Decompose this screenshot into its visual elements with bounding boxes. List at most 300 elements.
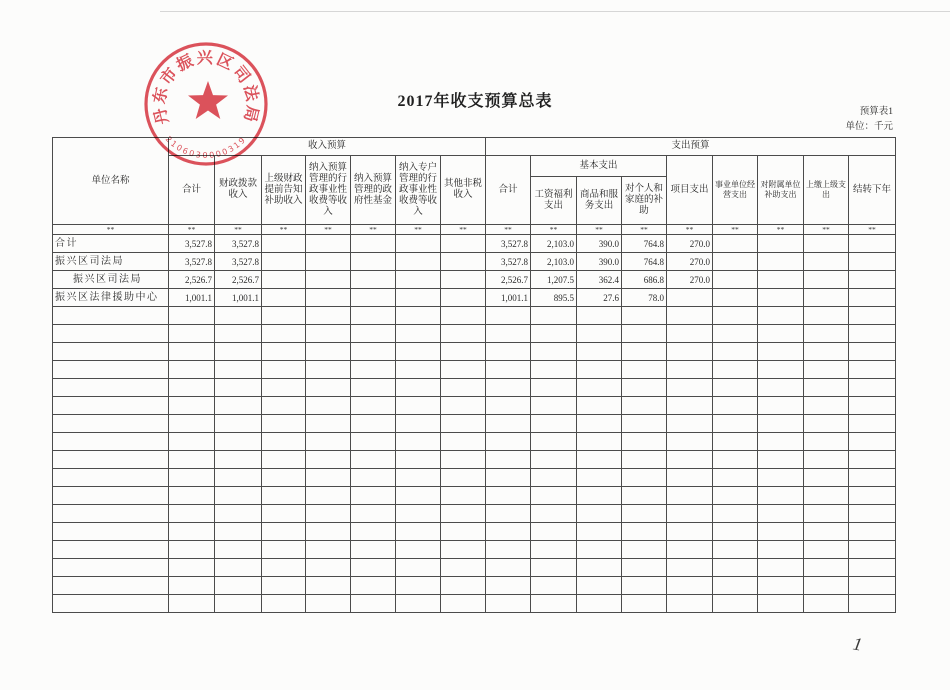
empty-cell	[758, 397, 804, 415]
empty-cell	[531, 415, 577, 433]
empty-cell	[486, 541, 531, 559]
cell-budget-admin-fees	[306, 271, 351, 289]
empty-cell	[758, 487, 804, 505]
blank-row	[53, 541, 896, 559]
empty-cell	[486, 469, 531, 487]
cell-government-funds	[351, 235, 396, 253]
empty-cell	[849, 451, 896, 469]
empty-cell	[667, 469, 713, 487]
empty-cell	[215, 397, 262, 415]
empty-cell	[396, 487, 441, 505]
blank-row	[53, 343, 896, 361]
empty-cell	[531, 379, 577, 397]
empty-cell	[53, 487, 169, 505]
empty-cell	[215, 433, 262, 451]
cell-other-nontax	[441, 253, 486, 271]
empty-cell	[396, 559, 441, 577]
empty-cell	[486, 559, 531, 577]
empty-cell	[215, 379, 262, 397]
empty-cell	[758, 451, 804, 469]
empty-cell	[531, 325, 577, 343]
empty-cell	[667, 397, 713, 415]
cell-goods-services: 27.6	[577, 289, 622, 307]
cell-income-total: 1,001.1	[169, 289, 215, 307]
header-operating-expense: 事业单位经营支出	[713, 156, 758, 225]
blank-row	[53, 307, 896, 325]
marker-cell: **	[53, 225, 169, 235]
cell-carry-forward	[849, 235, 896, 253]
empty-cell	[713, 541, 758, 559]
empty-cell	[262, 595, 306, 613]
empty-cell	[396, 415, 441, 433]
empty-cell	[758, 595, 804, 613]
empty-cell	[396, 343, 441, 361]
empty-cell	[713, 397, 758, 415]
empty-cell	[169, 397, 215, 415]
table-row	[53, 289, 896, 307]
cell-government-funds	[351, 271, 396, 289]
empty-cell	[215, 505, 262, 523]
empty-cell	[531, 433, 577, 451]
empty-cell	[169, 559, 215, 577]
page-title: 2017年收支预算总表	[397, 93, 553, 110]
empty-cell	[849, 469, 896, 487]
empty-cell	[351, 451, 396, 469]
header-remit-superior: 上缴上级支出	[804, 156, 849, 225]
empty-cell	[667, 343, 713, 361]
empty-cell	[215, 307, 262, 325]
cell-fiscal-appropriation: 3,527.8	[215, 253, 262, 271]
empty-cell	[804, 505, 849, 523]
cell-remit-superior	[804, 271, 849, 289]
unit-name-cell: 振兴区司法局	[53, 271, 169, 289]
empty-cell	[486, 595, 531, 613]
empty-cell	[577, 451, 622, 469]
empty-cell	[531, 595, 577, 613]
empty-cell	[441, 523, 486, 541]
empty-cell	[804, 595, 849, 613]
empty-cell	[577, 523, 622, 541]
empty-cell	[849, 379, 896, 397]
empty-cell	[622, 523, 667, 541]
blank-row	[53, 379, 896, 397]
empty-cell	[486, 343, 531, 361]
blank-row	[53, 595, 896, 613]
empty-cell	[531, 451, 577, 469]
empty-cell	[804, 325, 849, 343]
empty-cell	[486, 433, 531, 451]
empty-cell	[758, 523, 804, 541]
marker-cell: **	[486, 225, 531, 235]
empty-cell	[215, 361, 262, 379]
empty-cell	[306, 361, 351, 379]
empty-cell	[53, 397, 169, 415]
cell-remit-superior	[804, 235, 849, 253]
empty-cell	[169, 577, 215, 595]
empty-cell	[169, 505, 215, 523]
empty-cell	[577, 433, 622, 451]
empty-cell	[577, 541, 622, 559]
empty-cell	[306, 415, 351, 433]
empty-cell	[713, 379, 758, 397]
empty-cell	[849, 307, 896, 325]
empty-cell	[351, 487, 396, 505]
empty-cell	[758, 577, 804, 595]
empty-cell	[622, 307, 667, 325]
header-goods-services: 商品和服务支出	[577, 177, 622, 225]
empty-cell	[667, 433, 713, 451]
empty-cell	[849, 433, 896, 451]
empty-cell	[713, 487, 758, 505]
empty-cell	[441, 415, 486, 433]
empty-cell	[804, 451, 849, 469]
empty-cell	[53, 325, 169, 343]
header-special-account-fees: 纳入专户管理的行政事业性收费等收入	[396, 156, 441, 225]
empty-cell	[441, 487, 486, 505]
empty-cell	[441, 541, 486, 559]
empty-cell	[306, 325, 351, 343]
table-body	[53, 225, 896, 613]
cell-individual-family-subsidy: 764.8	[622, 253, 667, 271]
empty-cell	[53, 469, 169, 487]
scan-edge-line	[160, 11, 950, 12]
empty-cell	[486, 451, 531, 469]
cell-special-account-fees	[396, 289, 441, 307]
empty-cell	[396, 397, 441, 415]
empty-cell	[531, 361, 577, 379]
marker-cell: **	[351, 225, 396, 235]
empty-cell	[713, 307, 758, 325]
empty-cell	[396, 523, 441, 541]
header-row-groups	[53, 138, 896, 156]
empty-cell	[804, 433, 849, 451]
empty-cell	[758, 415, 804, 433]
empty-cell	[215, 325, 262, 343]
empty-cell	[169, 361, 215, 379]
empty-cell	[53, 523, 169, 541]
empty-cell	[713, 415, 758, 433]
cell-subsidiary-subsidy	[758, 289, 804, 307]
empty-cell	[804, 397, 849, 415]
empty-cell	[713, 469, 758, 487]
marker-row	[53, 225, 896, 235]
empty-cell	[306, 343, 351, 361]
empty-cell	[804, 469, 849, 487]
empty-cell	[758, 541, 804, 559]
cell-subsidiary-subsidy	[758, 271, 804, 289]
empty-cell	[169, 469, 215, 487]
empty-cell	[758, 469, 804, 487]
cell-operating-expense	[713, 235, 758, 253]
cell-superior-advance-subsidy	[262, 235, 306, 253]
empty-cell	[577, 595, 622, 613]
header-budget-admin-fees: 纳入预算管理的行政事业性收费等收入	[306, 156, 351, 225]
empty-cell	[306, 379, 351, 397]
empty-cell	[849, 595, 896, 613]
empty-cell	[53, 433, 169, 451]
empty-cell	[169, 343, 215, 361]
marker-cell: **	[531, 225, 577, 235]
header-income-group: 收入预算	[169, 138, 486, 156]
empty-cell	[441, 469, 486, 487]
empty-cell	[531, 505, 577, 523]
unit-name-cell: 合计	[53, 235, 169, 253]
cell-goods-services: 390.0	[577, 235, 622, 253]
empty-cell	[441, 397, 486, 415]
empty-cell	[849, 541, 896, 559]
empty-cell	[531, 307, 577, 325]
empty-cell	[486, 523, 531, 541]
empty-cell	[215, 469, 262, 487]
empty-cell	[396, 361, 441, 379]
cell-budget-admin-fees	[306, 289, 351, 307]
cell-special-account-fees	[396, 271, 441, 289]
cell-project-expense: 270.0	[667, 235, 713, 253]
header-superior-advance-subsidy: 上级财政提前告知补助收入	[262, 156, 306, 225]
blank-row	[53, 433, 896, 451]
empty-cell	[577, 397, 622, 415]
cell-carry-forward	[849, 271, 896, 289]
empty-cell	[622, 451, 667, 469]
empty-cell	[262, 577, 306, 595]
cell-other-nontax	[441, 289, 486, 307]
empty-cell	[441, 361, 486, 379]
cell-superior-advance-subsidy	[262, 253, 306, 271]
cell-operating-expense	[713, 289, 758, 307]
empty-cell	[804, 343, 849, 361]
table-row	[53, 271, 896, 289]
empty-cell	[622, 343, 667, 361]
empty-cell	[351, 577, 396, 595]
empty-cell	[849, 325, 896, 343]
empty-cell	[804, 307, 849, 325]
empty-cell	[351, 397, 396, 415]
table-row	[53, 235, 896, 253]
header-expense-group: 支出预算	[486, 138, 896, 156]
empty-cell	[262, 487, 306, 505]
empty-cell	[849, 487, 896, 505]
empty-cell	[713, 361, 758, 379]
marker-cell: **	[577, 225, 622, 235]
empty-cell	[306, 451, 351, 469]
empty-cell	[849, 505, 896, 523]
empty-cell	[441, 505, 486, 523]
cell-wages-welfare: 895.5	[531, 289, 577, 307]
empty-cell	[351, 325, 396, 343]
empty-cell	[396, 595, 441, 613]
blank-row	[53, 469, 896, 487]
empty-cell	[169, 595, 215, 613]
empty-cell	[396, 451, 441, 469]
empty-cell	[486, 361, 531, 379]
marker-cell: **	[667, 225, 713, 235]
empty-cell	[306, 595, 351, 613]
empty-cell	[351, 559, 396, 577]
empty-cell	[577, 469, 622, 487]
empty-cell	[577, 415, 622, 433]
empty-cell	[441, 307, 486, 325]
cell-fiscal-appropriation: 1,001.1	[215, 289, 262, 307]
header-fiscal-appropriation: 财政拨款收入	[215, 156, 262, 225]
cell-goods-services: 362.4	[577, 271, 622, 289]
cell-expense-total: 3,527.8	[486, 253, 531, 271]
empty-cell	[849, 577, 896, 595]
header-row-columns	[53, 156, 896, 177]
empty-cell	[622, 487, 667, 505]
empty-cell	[351, 415, 396, 433]
header-expense-total: 合计	[486, 156, 531, 225]
empty-cell	[53, 415, 169, 433]
cell-income-total: 3,527.8	[169, 235, 215, 253]
empty-cell	[758, 343, 804, 361]
empty-cell	[262, 433, 306, 451]
empty-cell	[667, 505, 713, 523]
empty-cell	[351, 541, 396, 559]
empty-cell	[804, 559, 849, 577]
empty-cell	[169, 415, 215, 433]
empty-cell	[713, 523, 758, 541]
empty-cell	[306, 469, 351, 487]
empty-cell	[486, 307, 531, 325]
empty-cell	[53, 541, 169, 559]
header-unit-name: 单位名称	[53, 138, 169, 225]
cell-wages-welfare: 1,207.5	[531, 271, 577, 289]
empty-cell	[531, 559, 577, 577]
marker-cell: **	[804, 225, 849, 235]
marker-cell: **	[396, 225, 441, 235]
empty-cell	[53, 595, 169, 613]
empty-cell	[396, 469, 441, 487]
empty-cell	[169, 451, 215, 469]
unit-name-cell: 振兴区司法局	[53, 253, 169, 271]
marker-cell: **	[849, 225, 896, 235]
empty-cell	[306, 541, 351, 559]
empty-cell	[486, 487, 531, 505]
blank-row	[53, 451, 896, 469]
empty-cell	[667, 541, 713, 559]
empty-cell	[396, 433, 441, 451]
empty-cell	[215, 487, 262, 505]
empty-cell	[169, 325, 215, 343]
empty-cell	[622, 415, 667, 433]
empty-cell	[306, 487, 351, 505]
empty-cell	[169, 433, 215, 451]
empty-cell	[622, 505, 667, 523]
empty-cell	[396, 379, 441, 397]
empty-cell	[849, 559, 896, 577]
empty-cell	[215, 415, 262, 433]
empty-cell	[667, 487, 713, 505]
empty-cell	[622, 577, 667, 595]
empty-cell	[262, 415, 306, 433]
empty-cell	[531, 469, 577, 487]
header-carry-forward: 结转下年	[849, 156, 896, 225]
empty-cell	[262, 361, 306, 379]
empty-cell	[713, 505, 758, 523]
empty-cell	[849, 343, 896, 361]
cell-income-total: 3,527.8	[169, 253, 215, 271]
empty-cell	[262, 397, 306, 415]
marker-cell: **	[306, 225, 351, 235]
empty-cell	[531, 541, 577, 559]
empty-cell	[849, 415, 896, 433]
empty-cell	[351, 595, 396, 613]
cell-operating-expense	[713, 253, 758, 271]
empty-cell	[622, 325, 667, 343]
empty-cell	[396, 577, 441, 595]
empty-cell	[441, 379, 486, 397]
cell-operating-expense	[713, 271, 758, 289]
empty-cell	[351, 361, 396, 379]
empty-cell	[441, 343, 486, 361]
empty-cell	[262, 343, 306, 361]
empty-cell	[622, 433, 667, 451]
empty-cell	[53, 361, 169, 379]
header-subsidiary-subsidy: 对附属单位补助支出	[758, 156, 804, 225]
blank-row	[53, 505, 896, 523]
empty-cell	[758, 361, 804, 379]
marker-cell: **	[758, 225, 804, 235]
empty-cell	[306, 559, 351, 577]
empty-cell	[622, 595, 667, 613]
empty-cell	[577, 361, 622, 379]
empty-cell	[262, 307, 306, 325]
empty-cell	[667, 415, 713, 433]
blank-row	[53, 487, 896, 505]
empty-cell	[486, 379, 531, 397]
empty-cell	[306, 433, 351, 451]
cell-goods-services: 390.0	[577, 253, 622, 271]
cell-wages-welfare: 2,103.0	[531, 235, 577, 253]
empty-cell	[622, 541, 667, 559]
empty-cell	[215, 523, 262, 541]
empty-cell	[351, 343, 396, 361]
empty-cell	[804, 541, 849, 559]
empty-cell	[169, 487, 215, 505]
blank-row	[53, 397, 896, 415]
cell-carry-forward	[849, 289, 896, 307]
cell-income-total: 2,526.7	[169, 271, 215, 289]
empty-cell	[262, 505, 306, 523]
empty-cell	[262, 559, 306, 577]
empty-cell	[215, 559, 262, 577]
seal-org-label: 丹东市振兴区司法局	[149, 47, 263, 127]
empty-cell	[215, 577, 262, 595]
empty-cell	[804, 361, 849, 379]
empty-cell	[306, 505, 351, 523]
empty-cell	[262, 379, 306, 397]
empty-cell	[215, 541, 262, 559]
empty-cell	[396, 505, 441, 523]
empty-cell	[622, 559, 667, 577]
cell-expense-total: 3,527.8	[486, 235, 531, 253]
empty-cell	[441, 577, 486, 595]
cell-remit-superior	[804, 289, 849, 307]
empty-cell	[351, 469, 396, 487]
cell-subsidiary-subsidy	[758, 253, 804, 271]
budget-summary-table	[52, 134, 896, 613]
empty-cell	[758, 325, 804, 343]
empty-cell	[441, 595, 486, 613]
empty-cell	[486, 325, 531, 343]
empty-cell	[531, 523, 577, 541]
cell-remit-superior	[804, 253, 849, 271]
empty-cell	[577, 487, 622, 505]
cell-superior-advance-subsidy	[262, 289, 306, 307]
cell-fiscal-appropriation: 3,527.8	[215, 235, 262, 253]
empty-cell	[53, 379, 169, 397]
marker-cell: **	[622, 225, 667, 235]
